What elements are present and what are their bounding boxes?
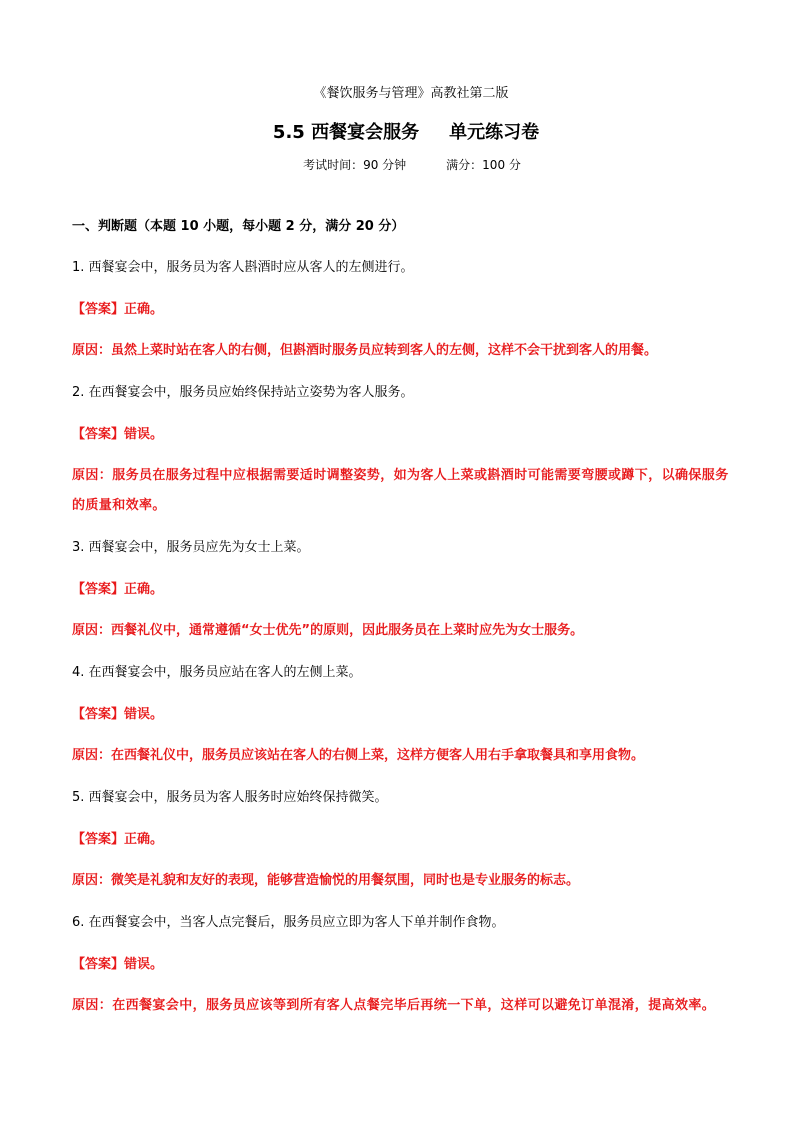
question-text: 5. 西餐宴会中，服务员为客人服务时应始终保持微笑。 <box>72 790 388 805</box>
question-text: 3. 西餐宴会中，服务员应先为女士上菜。 <box>72 540 310 555</box>
document-title <box>0 118 794 144</box>
question-text: 6. 在西餐宴会中，当客人点完餐后，服务员应立即为客人下单并制作食物。 <box>72 915 505 930</box>
question-reason: 原因：西餐礼仪中，通常遵循“女士优先”的原则，因此服务员在上菜时应先为女士服务。 <box>72 623 584 638</box>
question-reason: 原因：在西餐宴会中，服务员应该等到所有客人点餐完毕后再统一下单，这样可以避免订单混淆，提高效率。 <box>72 998 716 1013</box>
question-text: 4. 在西餐宴会中，服务员应站在客人的左侧上菜。 <box>72 665 362 680</box>
question-answer: 【答案】正确。 <box>72 832 164 847</box>
document-source: 《餐饮服务与管理》高教社第二版 <box>313 86 509 101</box>
exam-meta <box>0 156 794 173</box>
question-reason: 原因：在西餐礼仪中，服务员应该站在客人的右侧上菜，这样方便客人用右手拿取餐具和享用食物。 <box>72 748 645 763</box>
question-answer: 【答案】错误。 <box>72 707 164 722</box>
question-answer: 【答案】错误。 <box>72 427 164 442</box>
question-text: 1. 西餐宴会中，服务员为客人斟酒时应从客人的左侧进行。 <box>72 260 414 275</box>
question-answer: 【答案】正确。 <box>72 582 164 597</box>
section-heading: 一、判断题（本题 10 小题，每小题 2 分，满分 20 分） <box>72 219 405 234</box>
question-answer: 【答案】正确。 <box>72 302 164 317</box>
title-part-1: 5.5 西餐宴会服务 <box>272 122 420 143</box>
question-reason: 原因：微笑是礼貌和友好的表现，能够营造愉悦的用餐氛围，同时也是专业服务的标志。 <box>72 873 580 888</box>
question-answer: 【答案】错误。 <box>72 957 164 972</box>
question-text: 2. 在西餐宴会中，服务员应始终保持站立姿势为客人服务。 <box>72 385 414 400</box>
full-score: 满分：100 分 <box>446 158 521 172</box>
question-reason: 原因：服务员在服务过程中应根据需要适时调整姿势，如为客人上菜或斟酒时可能需要弯腰或蹲下，以确保服务的质量和效率。 <box>72 468 729 513</box>
title-part-2: 单元练习卷 <box>449 122 540 143</box>
exam-time: 考试时间：90 分钟 <box>303 158 407 172</box>
question-reason: 原因：虽然上菜时站在客人的右侧，但斟酒时服务员应转到客人的左侧，这样不会干扰到客人的用餐。 <box>72 343 658 358</box>
